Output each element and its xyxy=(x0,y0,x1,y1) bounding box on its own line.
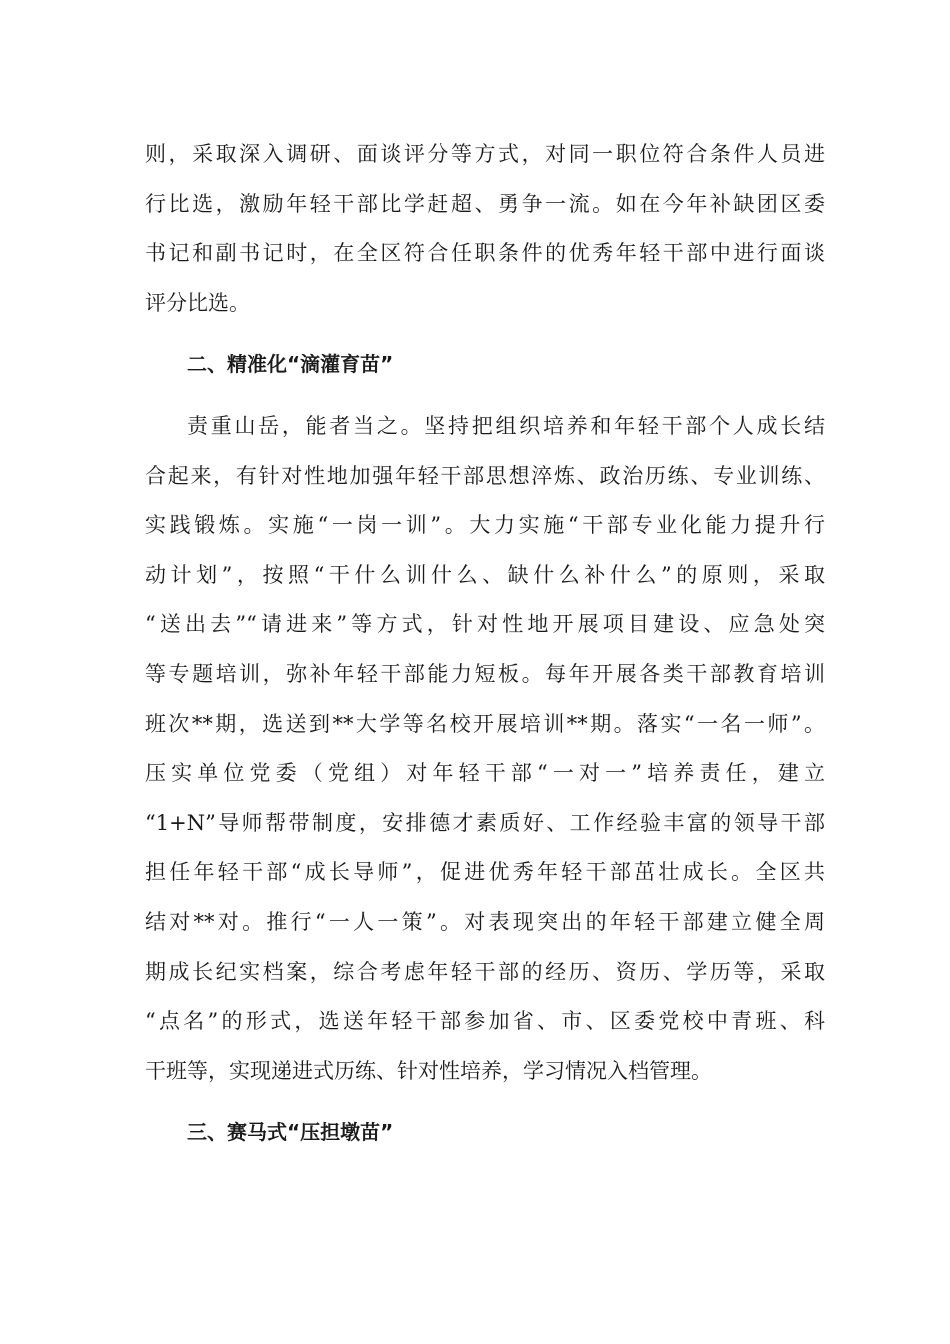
text-line: 合起来，有针对性地加强年轻干部思想淬炼、政治历练、专业训练、 xyxy=(145,463,825,488)
text-line: 动计划”，按照“干什么训什么、缺什么补什么”的原则，采取 xyxy=(145,562,825,587)
section-heading-3: 三、赛马式“压担墩苗” xyxy=(187,1120,394,1145)
text-line: 压实单位党委（党组）对年轻干部“一对一”培养责任，建立 xyxy=(145,761,825,786)
section-heading-2: 二、精准化“滴灌育苗” xyxy=(187,352,394,377)
paragraph-1 xyxy=(145,130,825,328)
text-line: 结对**对。推行“一人一策”。对表现突出的年轻干部建立健全周 xyxy=(145,909,825,934)
text-line: 书记和副书记时，在全区符合任职条件的优秀年轻干部中进行面谈 xyxy=(145,241,825,266)
text-line: 期成长纪实档案，综合考虑年轻干部的经历、资历、学历等，采取 xyxy=(145,959,825,984)
text-line: 评分比选。 xyxy=(145,290,250,315)
text-line: 行比选，激励年轻干部比学赶超、勇争一流。如在今年补缺团区委 xyxy=(145,191,825,216)
text-line: 责重山岳，能者当之。坚持把组织培养和年轻干部个人成长结 xyxy=(187,413,825,438)
paragraph-2 xyxy=(145,402,825,1096)
text-line: 干班等，实现递进式历练、针对性培养，学习情况入档管理。 xyxy=(145,1058,712,1083)
text-line: “点名”的形式，选送年轻干部参加省、市、区委党校中青班、科 xyxy=(145,1009,825,1034)
text-line: “送出去”“请进来”等方式，针对性地开展项目建设、应急处突 xyxy=(145,612,825,637)
text-line: 班次**期，选送到**大学等名校开展培训**期。落实“一名一师”。 xyxy=(145,711,825,736)
text-line: 实践锻炼。实施“一岗一训”。大力实施“干部专业化能力提升行 xyxy=(145,513,825,538)
text-line: 等专题培训，弥补年轻干部能力短板。每年开展各类干部教育培训 xyxy=(145,661,825,686)
document-page xyxy=(145,130,825,1158)
text-line: “1+N”导师帮带制度，安排德才素质好、工作经验丰富的领导干部 xyxy=(145,810,825,835)
text-line: 则，采取深入调研、面谈评分等方式，对同一职位符合条件人员进 xyxy=(145,142,825,166)
text-line: 担任年轻干部“成长导师”，促进优秀年轻干部茁壮成长。全区共 xyxy=(145,860,825,885)
